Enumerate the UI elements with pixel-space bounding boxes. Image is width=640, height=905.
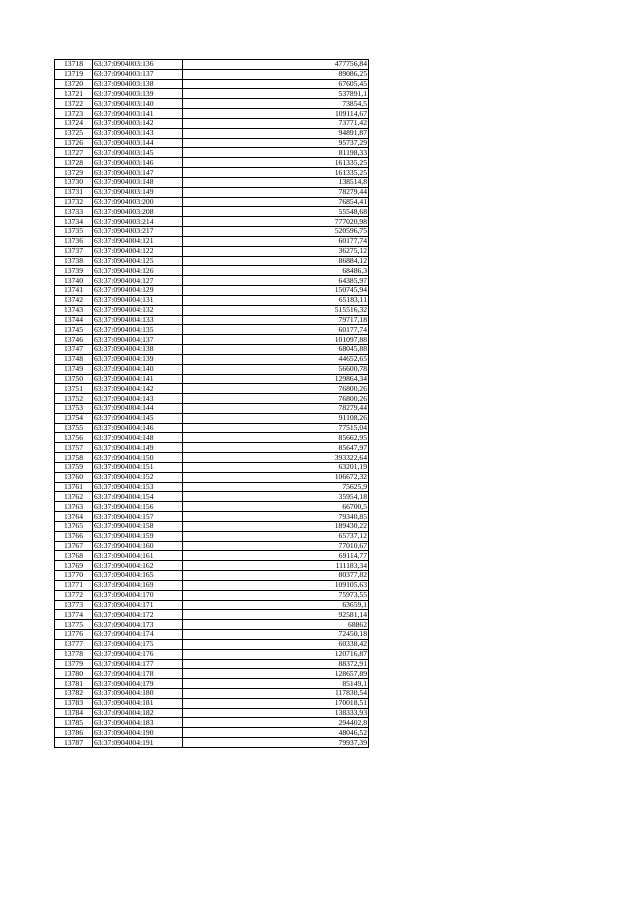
table-row (55, 600, 369, 610)
cadastral-number: 63:37:0904004:137 (93, 335, 183, 345)
row-number: 13753 (55, 403, 93, 413)
cadastral-value: 161335,25 (183, 168, 369, 178)
cadastral-value: 109105,63 (183, 580, 369, 590)
cadastral-number: 63:37:0904004:154 (93, 492, 183, 502)
table-row (55, 60, 369, 70)
row-number: 13728 (55, 158, 93, 168)
row-number: 13750 (55, 374, 93, 384)
table-row (55, 217, 369, 227)
row-number: 13754 (55, 413, 93, 423)
table-row (55, 659, 369, 669)
table-row (55, 286, 369, 296)
table-row (55, 374, 369, 384)
row-number: 13729 (55, 168, 93, 178)
cadastral-value: 128657,89 (183, 669, 369, 679)
data-table (54, 59, 369, 748)
cadastral-value: 44652,65 (183, 354, 369, 364)
table-row (55, 325, 369, 335)
cadastral-number: 63:37:0904004:127 (93, 276, 183, 286)
table-row (55, 69, 369, 79)
cadastral-number: 63:37:0904004:161 (93, 551, 183, 561)
cadastral-value: 63659,1 (183, 600, 369, 610)
table-row (55, 620, 369, 630)
cadastral-value: 68862 (183, 620, 369, 630)
table-row (55, 453, 369, 463)
row-number: 13718 (55, 60, 93, 70)
row-number: 13755 (55, 423, 93, 433)
table-row (55, 345, 369, 355)
cadastral-number: 63:37:0904003:138 (93, 79, 183, 89)
cadastral-number: 63:37:0904004:183 (93, 718, 183, 728)
cadastral-value: 78279,44 (183, 403, 369, 413)
cadastral-number: 63:37:0904004:139 (93, 354, 183, 364)
table-row (55, 158, 369, 168)
row-number: 13783 (55, 698, 93, 708)
cadastral-number: 63:37:0904003:142 (93, 118, 183, 128)
row-number: 13741 (55, 286, 93, 296)
cadastral-number: 63:37:0904004:174 (93, 630, 183, 640)
cadastral-number: 63:37:0904003:146 (93, 158, 183, 168)
row-number: 13771 (55, 580, 93, 590)
table-row (55, 639, 369, 649)
table-row (55, 679, 369, 689)
cadastral-number: 63:37:0904004:190 (93, 728, 183, 738)
row-number: 13752 (55, 394, 93, 404)
cadastral-number: 63:37:0904003:140 (93, 99, 183, 109)
cadastral-number: 63:37:0904004:191 (93, 738, 183, 748)
cadastral-number: 63:37:0904003:149 (93, 187, 183, 197)
row-number: 13743 (55, 305, 93, 315)
table-row (55, 502, 369, 512)
cadastral-number: 63:37:0904004:150 (93, 453, 183, 463)
table-row (55, 669, 369, 679)
row-number: 13736 (55, 236, 93, 246)
cadastral-number: 63:37:0904004:148 (93, 433, 183, 443)
table-row (55, 227, 369, 237)
cadastral-value: 150745,94 (183, 286, 369, 296)
table-row (55, 698, 369, 708)
row-number: 13786 (55, 728, 93, 738)
table-row (55, 295, 369, 305)
cadastral-number: 63:37:0904004:145 (93, 413, 183, 423)
cadastral-number: 63:37:0904004:173 (93, 620, 183, 630)
row-number: 13748 (55, 354, 93, 364)
row-number: 13766 (55, 531, 93, 541)
row-number: 13756 (55, 433, 93, 443)
cadastral-value: 69114,77 (183, 551, 369, 561)
cadastral-number: 63:37:0904004:125 (93, 256, 183, 266)
cadastral-value: 68045,88 (183, 345, 369, 355)
cadastral-value: 73771,42 (183, 118, 369, 128)
cadastral-number: 63:37:0904004:177 (93, 659, 183, 669)
row-number: 13775 (55, 620, 93, 630)
table-row (55, 580, 369, 590)
cadastral-value: 78279,44 (183, 187, 369, 197)
cadastral-number: 63:37:0904004:182 (93, 708, 183, 718)
cadastral-value: 189430,22 (183, 521, 369, 531)
row-number: 13719 (55, 69, 93, 79)
row-number: 13732 (55, 197, 93, 207)
cadastral-value: 75625,9 (183, 482, 369, 492)
cadastral-number: 63:37:0904004:172 (93, 610, 183, 620)
cadastral-value: 60338,42 (183, 639, 369, 649)
row-number: 13731 (55, 187, 93, 197)
cadastral-value: 94891,87 (183, 128, 369, 138)
cadastral-number: 63:37:0904004:181 (93, 698, 183, 708)
cadastral-value: 101097,88 (183, 335, 369, 345)
cadastral-number: 63:37:0904004:152 (93, 472, 183, 482)
cadastral-number: 63:37:0904004:121 (93, 236, 183, 246)
cadastral-number: 63:37:0904003:143 (93, 128, 183, 138)
row-number: 13723 (55, 109, 93, 119)
table-row (55, 168, 369, 178)
cadastral-number: 63:37:0904003:214 (93, 217, 183, 227)
cadastral-value: 393322,64 (183, 453, 369, 463)
row-number: 13727 (55, 148, 93, 158)
table-row (55, 689, 369, 699)
cadastral-value: 520596,75 (183, 227, 369, 237)
cadastral-value: 111183,34 (183, 561, 369, 571)
table-row (55, 610, 369, 620)
row-number: 13759 (55, 462, 93, 472)
cadastral-value: 76854,41 (183, 197, 369, 207)
cadastral-number: 63:37:0904003:217 (93, 227, 183, 237)
row-number: 13778 (55, 649, 93, 659)
table-row (55, 718, 369, 728)
cadastral-number: 63:37:0904004:132 (93, 305, 183, 315)
table-row (55, 728, 369, 738)
cadastral-number: 63:37:0904003:139 (93, 89, 183, 99)
row-number: 13722 (55, 99, 93, 109)
cadastral-value: 120716,87 (183, 649, 369, 659)
cadastral-value: 80377,82 (183, 571, 369, 581)
row-number: 13772 (55, 590, 93, 600)
cadastral-value: 60177,74 (183, 236, 369, 246)
cadastral-value: 56600,78 (183, 364, 369, 374)
cadastral-value: 66700,5 (183, 502, 369, 512)
row-number: 13784 (55, 708, 93, 718)
table-row (55, 354, 369, 364)
cadastral-number: 63:37:0904004:144 (93, 403, 183, 413)
row-number: 13781 (55, 679, 93, 689)
row-number: 13762 (55, 492, 93, 502)
cadastral-value: 85662,95 (183, 433, 369, 443)
cadastral-number: 63:37:0904004:169 (93, 580, 183, 590)
cadastral-value: 85149,1 (183, 679, 369, 689)
cadastral-value: 76800,26 (183, 384, 369, 394)
cadastral-number: 63:37:0904004:153 (93, 482, 183, 492)
row-number: 13760 (55, 472, 93, 482)
table-row (55, 531, 369, 541)
row-number: 13773 (55, 600, 93, 610)
row-number: 13751 (55, 384, 93, 394)
cadastral-value: 77515,04 (183, 423, 369, 433)
cadastral-number: 63:37:0904004:171 (93, 600, 183, 610)
cadastral-value: 117830,54 (183, 689, 369, 699)
row-number: 13721 (55, 89, 93, 99)
row-number: 13770 (55, 571, 93, 581)
cadastral-number: 63:37:0904004:178 (93, 669, 183, 679)
row-number: 13745 (55, 325, 93, 335)
row-number: 13758 (55, 453, 93, 463)
table-row (55, 433, 369, 443)
table-row (55, 708, 369, 718)
table-row (55, 256, 369, 266)
cadastral-number: 63:37:0904003:141 (93, 109, 183, 119)
table-row (55, 541, 369, 551)
cadastral-value: 79340,85 (183, 512, 369, 522)
cadastral-number: 63:37:0904003:144 (93, 138, 183, 148)
cadastral-value: 129864,34 (183, 374, 369, 384)
cadastral-value: 75973,55 (183, 590, 369, 600)
cadastral-number: 63:37:0904003:137 (93, 69, 183, 79)
cadastral-value: 106672,32 (183, 472, 369, 482)
row-number: 13737 (55, 246, 93, 256)
table-row (55, 521, 369, 531)
table-row (55, 738, 369, 748)
cadastral-number: 63:37:0904004:131 (93, 295, 183, 305)
table-row (55, 335, 369, 345)
table-row (55, 590, 369, 600)
table-row (55, 128, 369, 138)
row-number: 13765 (55, 521, 93, 531)
table-row (55, 148, 369, 158)
table-row (55, 236, 369, 246)
row-number: 13730 (55, 177, 93, 187)
cadastral-value: 72450,18 (183, 630, 369, 640)
table-row (55, 551, 369, 561)
row-number: 13724 (55, 118, 93, 128)
cadastral-number: 63:37:0904004:179 (93, 679, 183, 689)
row-number: 13735 (55, 227, 93, 237)
cadastral-number: 63:37:0904004:170 (93, 590, 183, 600)
cadastral-value: 170018,51 (183, 698, 369, 708)
cadastral-value: 138514,8 (183, 177, 369, 187)
table-row (55, 138, 369, 148)
cadastral-value: 35954,18 (183, 492, 369, 502)
table-row (55, 443, 369, 453)
row-number: 13769 (55, 561, 93, 571)
cadastral-number: 63:37:0904003:145 (93, 148, 183, 158)
cadastral-number: 63:37:0904004:175 (93, 639, 183, 649)
table-row (55, 423, 369, 433)
table-row (55, 79, 369, 89)
row-number: 13720 (55, 79, 93, 89)
row-number: 13767 (55, 541, 93, 551)
cadastral-value: 95737,29 (183, 138, 369, 148)
row-number: 13738 (55, 256, 93, 266)
cadastral-value: 67605,45 (183, 79, 369, 89)
table-row (55, 315, 369, 325)
table-row (55, 413, 369, 423)
cadastral-value: 64385,97 (183, 276, 369, 286)
table-row (55, 462, 369, 472)
row-number: 13782 (55, 689, 93, 699)
cadastral-value: 60177,74 (183, 325, 369, 335)
cadastral-number: 63:37:0904004:162 (93, 561, 183, 571)
cadastral-number: 63:37:0904003:148 (93, 177, 183, 187)
cadastral-value: 91108,26 (183, 413, 369, 423)
cadastral-value: 77010,67 (183, 541, 369, 551)
table-row (55, 384, 369, 394)
row-number: 13763 (55, 502, 93, 512)
table-row (55, 472, 369, 482)
table-body (55, 60, 369, 748)
cadastral-value: 73854,5 (183, 99, 369, 109)
cadastral-number: 63:37:0904004:138 (93, 345, 183, 355)
cadastral-value: 48046,52 (183, 728, 369, 738)
cadastral-number: 63:37:0904004:141 (93, 374, 183, 384)
table-row (55, 197, 369, 207)
cadastral-number: 63:37:0904004:176 (93, 649, 183, 659)
row-number: 13785 (55, 718, 93, 728)
cadastral-value: 477756,84 (183, 60, 369, 70)
row-number: 13787 (55, 738, 93, 748)
cadastral-number: 63:37:0904004:157 (93, 512, 183, 522)
row-number: 13780 (55, 669, 93, 679)
cadastral-number: 63:37:0904004:159 (93, 531, 183, 541)
cadastral-value: 55548,68 (183, 207, 369, 217)
cadastral-number: 63:37:0904004:180 (93, 689, 183, 699)
table-row (55, 177, 369, 187)
cadastral-value: 515516,32 (183, 305, 369, 315)
cadastral-value: 138333,93 (183, 708, 369, 718)
table-row (55, 630, 369, 640)
cadastral-value: 85647,97 (183, 443, 369, 453)
row-number: 13757 (55, 443, 93, 453)
cadastral-value: 79937,39 (183, 738, 369, 748)
cadastral-value: 294402,8 (183, 718, 369, 728)
row-number: 13777 (55, 639, 93, 649)
row-number: 13764 (55, 512, 93, 522)
table-row (55, 482, 369, 492)
cadastral-number: 63:37:0904004:158 (93, 521, 183, 531)
cadastral-value: 63201,19 (183, 462, 369, 472)
cadastral-number: 63:37:0904003:208 (93, 207, 183, 217)
row-number: 13739 (55, 266, 93, 276)
cadastral-value: 76800,26 (183, 394, 369, 404)
cadastral-number: 63:37:0904004:151 (93, 462, 183, 472)
row-number: 13774 (55, 610, 93, 620)
table-row (55, 571, 369, 581)
row-number: 13746 (55, 335, 93, 345)
cadastral-number: 63:37:0904004:135 (93, 325, 183, 335)
cadastral-number: 63:37:0904004:149 (93, 443, 183, 453)
row-number: 13744 (55, 315, 93, 325)
cadastral-value: 86884,12 (183, 256, 369, 266)
cadastral-number: 63:37:0904004:126 (93, 266, 183, 276)
row-number: 13725 (55, 128, 93, 138)
table-row (55, 207, 369, 217)
table-row (55, 561, 369, 571)
cadastral-number: 63:37:0904004:156 (93, 502, 183, 512)
cadastral-value: 777020,98 (183, 217, 369, 227)
row-number: 13768 (55, 551, 93, 561)
cadastral-number: 63:37:0904003:200 (93, 197, 183, 207)
cadastral-value: 537891,1 (183, 89, 369, 99)
cadastral-number: 63:37:0904004:143 (93, 394, 183, 404)
table-row (55, 649, 369, 659)
cadastral-number: 63:37:0904004:160 (93, 541, 183, 551)
row-number: 13726 (55, 138, 93, 148)
cadastral-number: 63:37:0904004:146 (93, 423, 183, 433)
table-row (55, 403, 369, 413)
cadastral-number: 63:37:0904004:129 (93, 286, 183, 296)
cadastral-value: 81198,33 (183, 148, 369, 158)
cadastral-value: 88372,91 (183, 659, 369, 669)
cadastral-number: 63:37:0904004:165 (93, 571, 183, 581)
cadastral-value: 79717,18 (183, 315, 369, 325)
table-row (55, 246, 369, 256)
cadastral-value: 161335,25 (183, 158, 369, 168)
row-number: 13761 (55, 482, 93, 492)
table-row (55, 118, 369, 128)
cadastral-value: 65183,11 (183, 295, 369, 305)
table-row (55, 266, 369, 276)
cadastral-value: 65737,12 (183, 531, 369, 541)
cadastral-number: 63:37:0904004:133 (93, 315, 183, 325)
cadastral-number: 63:37:0904003:147 (93, 168, 183, 178)
table-row (55, 99, 369, 109)
cadastral-value: 68486,3 (183, 266, 369, 276)
row-number: 13740 (55, 276, 93, 286)
cadastral-value: 36275,12 (183, 246, 369, 256)
cadastral-number: 63:37:0904004:140 (93, 364, 183, 374)
table-row (55, 276, 369, 286)
cadastral-number: 63:37:0904004:142 (93, 384, 183, 394)
cadastral-value: 92581,14 (183, 610, 369, 620)
row-number: 13742 (55, 295, 93, 305)
table-row (55, 492, 369, 502)
row-number: 13776 (55, 630, 93, 640)
cadastral-number: 63:37:0904004:122 (93, 246, 183, 256)
table-row (55, 512, 369, 522)
table-row (55, 394, 369, 404)
cadastral-number: 63:37:0904003:136 (93, 60, 183, 70)
table-row (55, 187, 369, 197)
row-number: 13733 (55, 207, 93, 217)
table-row (55, 364, 369, 374)
row-number: 13734 (55, 217, 93, 227)
row-number: 13747 (55, 345, 93, 355)
row-number: 13779 (55, 659, 93, 669)
table-row (55, 89, 369, 99)
cadastral-value: 109114,67 (183, 109, 369, 119)
table-row (55, 109, 369, 119)
table-row (55, 305, 369, 315)
cadastral-value: 89086,25 (183, 69, 369, 79)
row-number: 13749 (55, 364, 93, 374)
